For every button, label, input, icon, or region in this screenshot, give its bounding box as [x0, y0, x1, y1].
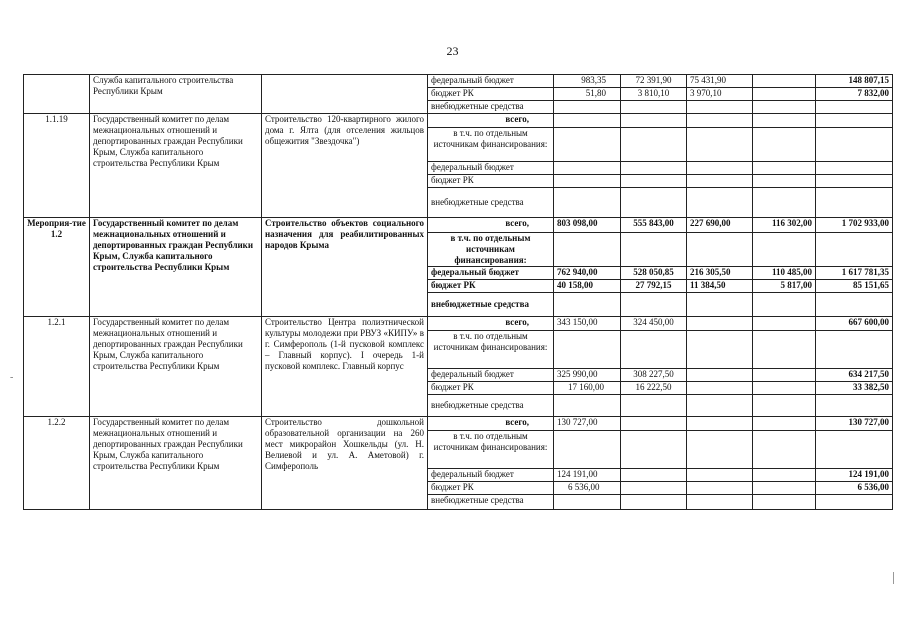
- row-code: 1.2.2: [24, 417, 90, 510]
- total-cell: 33 382,50: [816, 382, 893, 395]
- table-row: [24, 75, 893, 88]
- table-row: [24, 417, 893, 431]
- source-label: в т.ч. по отдельным источникам финансирования:: [428, 331, 554, 369]
- source-label: внебюджетные средства: [428, 101, 554, 114]
- amount-cell: 17 160,00: [554, 382, 621, 395]
- amount-cell: 16 222,50: [621, 382, 687, 395]
- scan-edge-mark: [893, 572, 894, 584]
- amount-cell: 803 098,00: [554, 218, 621, 233]
- row-description: Строительство дошкольной образовательной организации на 260 мест микрорайон Хошкельды (ул. Н. Велиевой и ул. А. Аметовой) г. Симферополь: [262, 417, 428, 510]
- amount-cell: 308 227,50: [621, 369, 687, 382]
- amount-cell: 555 843,00: [621, 218, 687, 233]
- amount-cell: 216 305,50: [687, 267, 753, 280]
- source-label: внебюджетные средства: [428, 395, 554, 417]
- amount-cell: 116 302,00: [753, 218, 816, 233]
- table-row: [24, 218, 893, 233]
- source-label: бюджет РК: [428, 482, 554, 495]
- amount-cell: 983,35: [554, 75, 621, 88]
- source-label: федеральный бюджет: [428, 469, 554, 482]
- amount-cell: 75 431,90: [687, 75, 753, 88]
- amount-cell: 40 158,00: [554, 280, 621, 293]
- amount-cell: 51,80: [554, 88, 621, 101]
- source-label: в т.ч. по отдельным источникам финансирования:: [428, 431, 554, 469]
- amount-cell: 6 536,00: [554, 482, 621, 495]
- amount-cell: 3 970,10: [687, 88, 753, 101]
- row-code: [24, 75, 90, 114]
- row-description: Строительство объектов социального назначения для реабилитированных народов Крыма: [262, 218, 428, 317]
- source-label: всего,: [428, 417, 554, 431]
- amount-cell: 27 792,15: [621, 280, 687, 293]
- source-label: бюджет РК: [428, 88, 554, 101]
- table-row: [24, 317, 893, 331]
- source-label: бюджет РК: [428, 382, 554, 395]
- amount-cell: [753, 88, 816, 101]
- total-cell: 7 832,00: [816, 88, 893, 101]
- source-label: бюджет РК: [428, 280, 554, 293]
- amount-cell: 762 940,00: [554, 267, 621, 280]
- row-description: [262, 75, 428, 114]
- source-label: федеральный бюджет: [428, 267, 554, 280]
- source-label: в т.ч. по отдельным источникам финансирования:: [428, 128, 554, 162]
- amount-cell: 72 391,90: [621, 75, 687, 88]
- row-code: Мероприя-тие 1.2: [24, 218, 90, 317]
- financing-table: [23, 74, 893, 510]
- row-description: Строительство Центра полиэтнической культуры молодежи при РВУЗ «КИПУ» в г. Симферополь (1-й пусковой комплекс – Главный корпус). I очередь 1-й пусковой комплекс. Главный корпус: [262, 317, 428, 417]
- amount-cell: 227 690,00: [687, 218, 753, 233]
- amount-cell: 528 050,85: [621, 267, 687, 280]
- amount-cell: 3 810,10: [621, 88, 687, 101]
- amount-cell: [753, 75, 816, 88]
- amount-cell: 11 384,50: [687, 280, 753, 293]
- total-cell: 1 702 933,00: [816, 218, 893, 233]
- total-cell: 148 807,15: [816, 75, 893, 88]
- table-row: [24, 114, 893, 128]
- total-cell: 130 727,00: [816, 417, 893, 431]
- source-label: федеральный бюджет: [428, 75, 554, 88]
- amount-cell: 343 150,00: [554, 317, 621, 331]
- amount-cell: 325 990,00: [554, 369, 621, 382]
- total-cell: 124 191,00: [816, 469, 893, 482]
- source-label: федеральный бюджет: [428, 369, 554, 382]
- total-cell: 667 600,00: [816, 317, 893, 331]
- amount-cell: 124 191,00: [554, 469, 621, 482]
- page-number: 23: [446, 44, 459, 58]
- total-cell: 85 151,65: [816, 280, 893, 293]
- amount-cell: 5 817,00: [753, 280, 816, 293]
- amount-cell: 130 727,00: [554, 417, 621, 431]
- row-code: 1.2.1: [24, 317, 90, 417]
- amount-cell: 110 485,00: [753, 267, 816, 280]
- source-label: федеральный бюджет: [428, 162, 554, 175]
- source-label: всего,: [428, 317, 554, 331]
- scan-mark: -: [10, 372, 14, 383]
- source-label: внебюджетные средства: [428, 293, 554, 317]
- total-cell: 634 217,50: [816, 369, 893, 382]
- source-label: внебюджетные средства: [428, 188, 554, 218]
- row-agency: Государственный комитет по делам межнациональных отношений и депортированных граждан Республики Крым, Служба капитального строительства Республики Крым: [90, 417, 262, 510]
- source-label: бюджет РК: [428, 175, 554, 188]
- total-cell: 1 617 781,35: [816, 267, 893, 280]
- source-label: всего,: [428, 114, 554, 128]
- source-label: всего,: [428, 218, 554, 233]
- amount-cell: 324 450,00: [621, 317, 687, 331]
- row-agency: Государственный комитет по делам межнациональных отношений и депортированных граждан Республики Крым, Служба капитального строительства Республики Крым: [90, 218, 262, 317]
- total-cell: 6 536,00: [816, 482, 893, 495]
- row-agency: Служба капитального строительства Республики Крым: [90, 75, 262, 114]
- row-agency: Государственный комитет по делам межнациональных отношений и депортированных граждан Республики Крым, Служба капитального строительства Республики Крым: [90, 317, 262, 417]
- source-label: в т.ч. по отдельным источникам финансирования:: [428, 233, 554, 267]
- row-code: 1.1.19: [24, 114, 90, 218]
- source-label: внебюджетные средства: [428, 495, 554, 510]
- row-agency: Государственный комитет по делам межнациональных отношений и депортированных граждан Республики Крым, Служба капитального строительства Республики Крым: [90, 114, 262, 218]
- row-description: Строительство 120-квартирного жилого дома г. Ялта (для отселения жильцов общежития "Звездочка"): [262, 114, 428, 218]
